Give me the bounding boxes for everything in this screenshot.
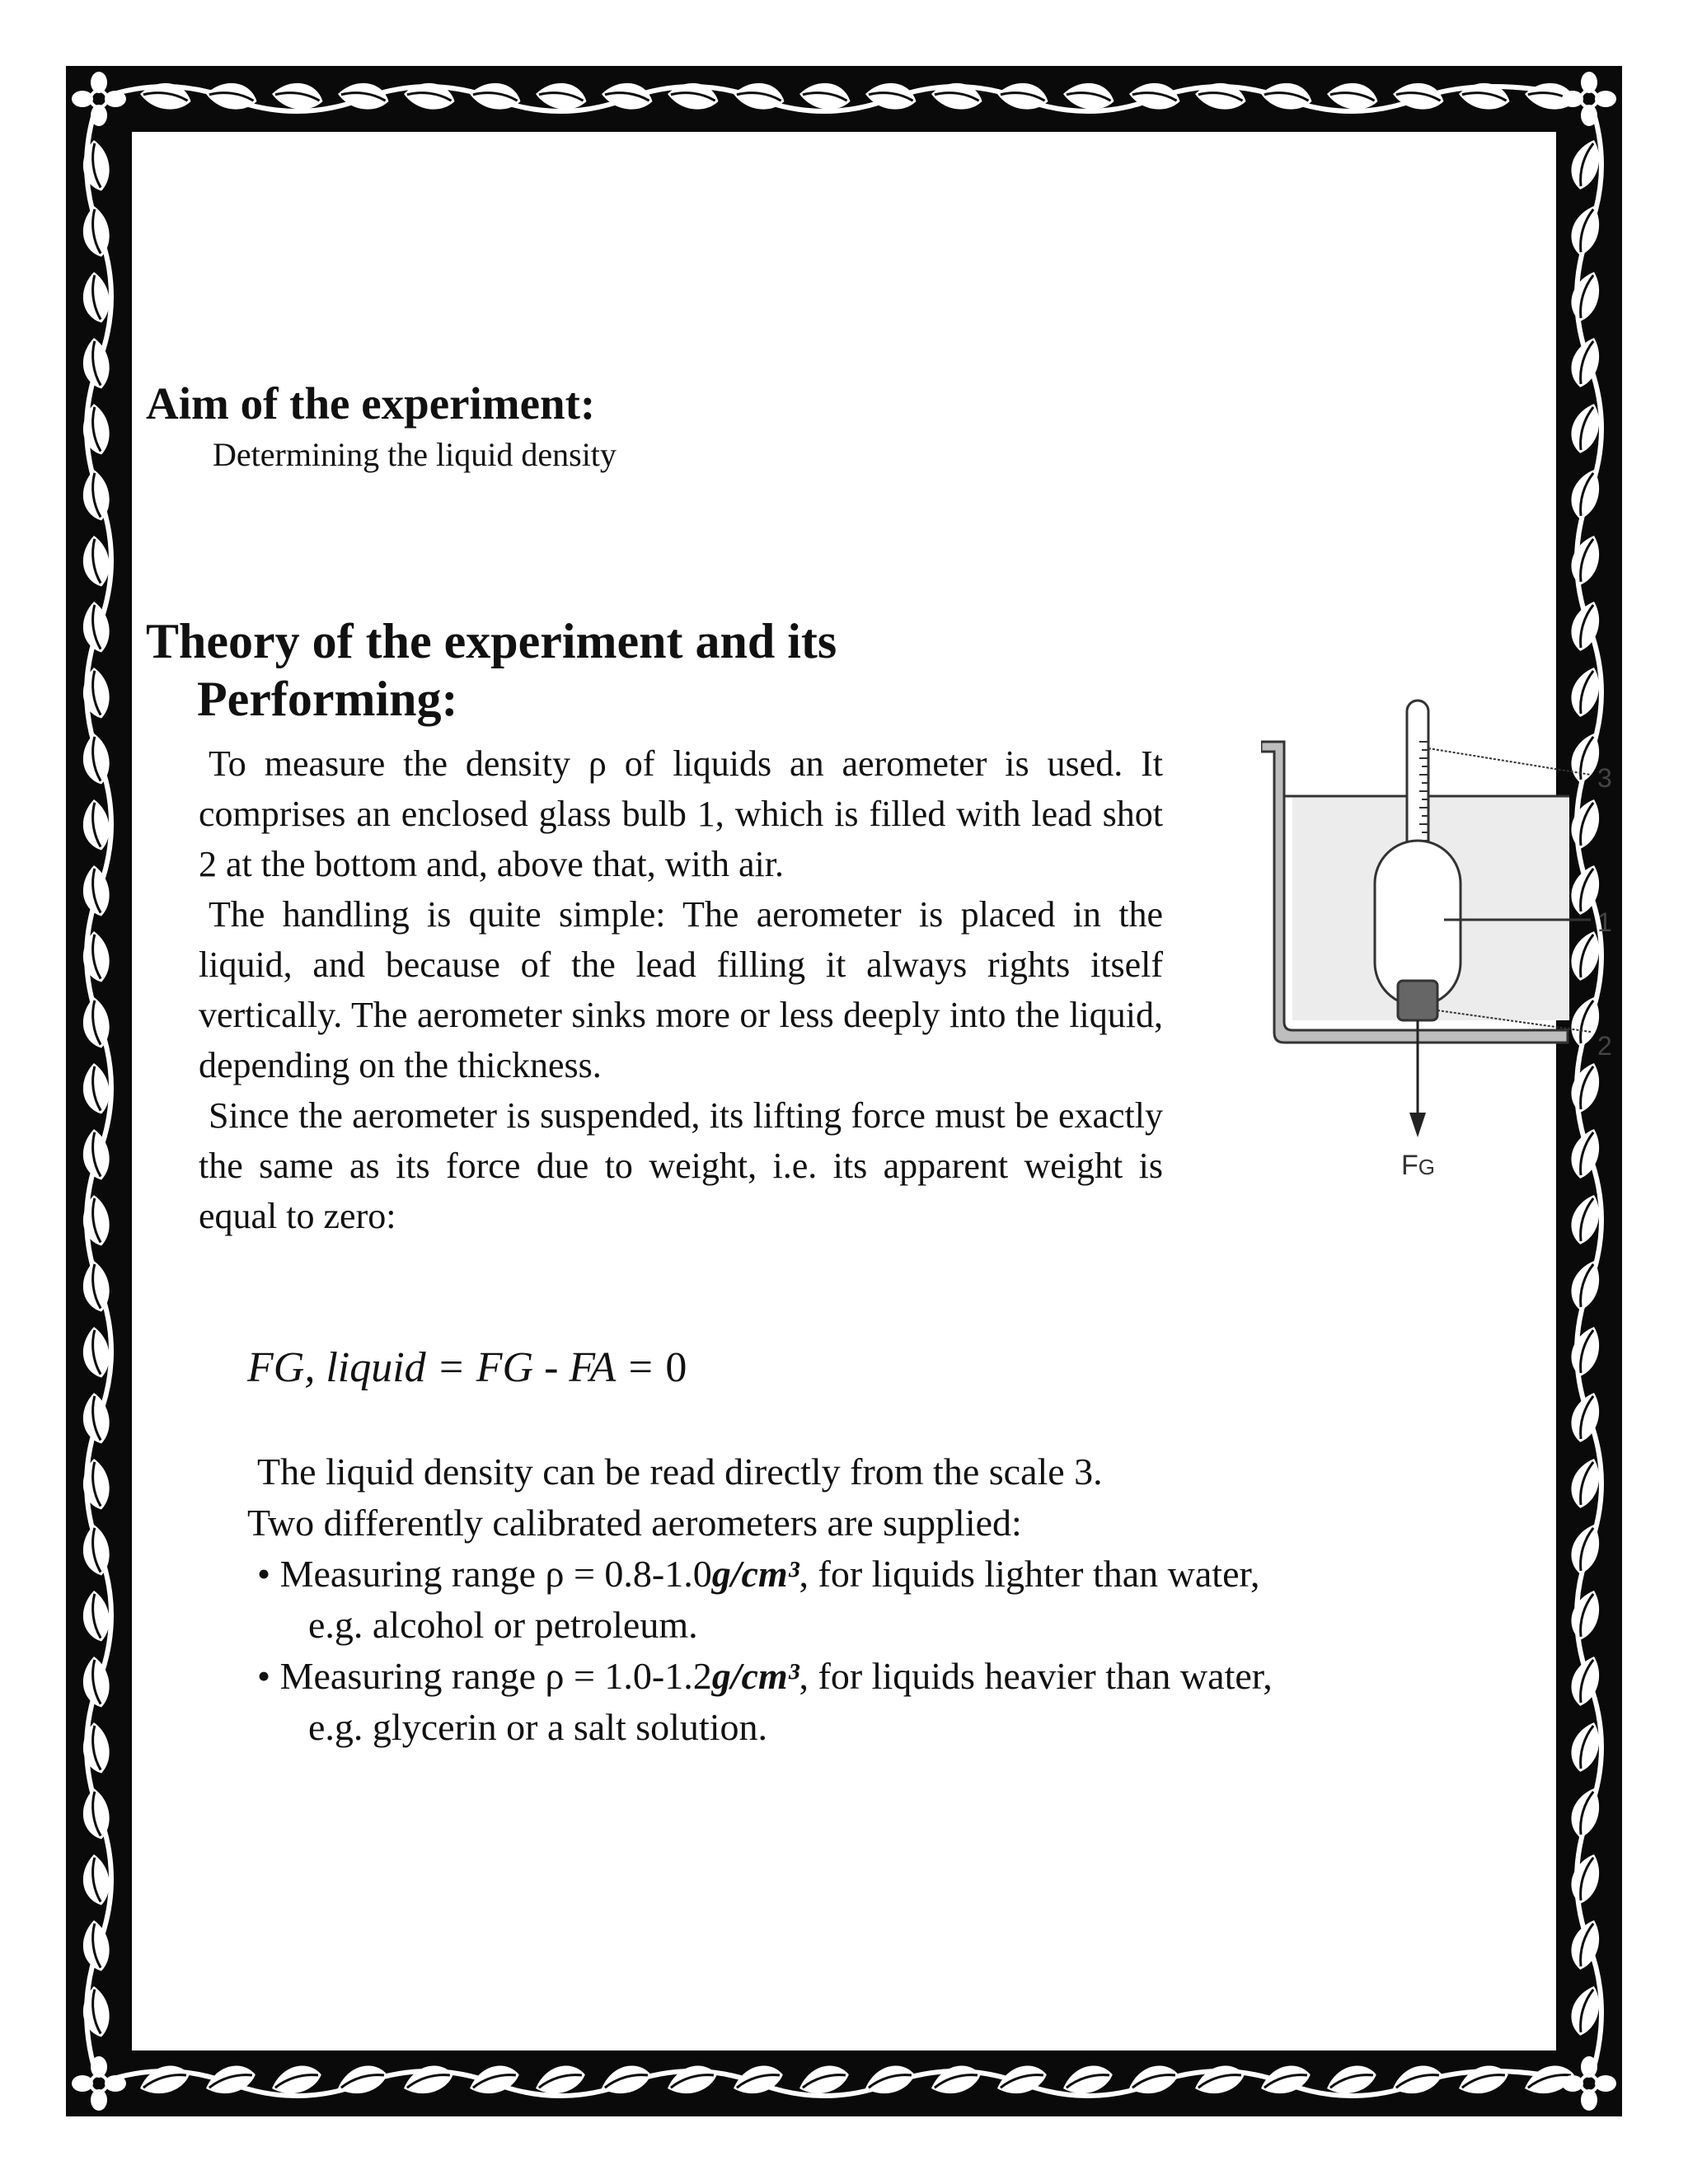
vine-leaf [77,1655,114,1710]
vine-leaf [1391,77,1447,114]
vine-leaf [1126,2062,1181,2098]
scale-reading-line: The liquid density can be read directly from the scale 3. [257,1451,1103,1493]
vine-leaf [77,138,114,194]
vine-leaf [77,468,114,523]
vine-leaf [930,77,985,114]
label-scale: 3 [1597,763,1612,793]
vine-leaf [1192,2062,1247,2098]
vine-leaf [77,930,114,985]
bullet-prefix: • Measuring range ρ = 1.0-1.2 [257,1655,712,1697]
bullet-suffix: , for liquids lighter than water, [799,1553,1260,1595]
aim-heading: Aim of the experiment: [146,378,596,429]
vine-leaf [1568,1390,1604,1445]
vine-leaf [1259,77,1315,114]
vine-leaf [1456,2062,1511,2098]
bullet-example: e.g. glycerin or a salt solution. [308,1706,767,1748]
vine-leaf [994,2062,1049,2098]
vine-leaf [77,1457,114,1512]
vine-leaf [77,666,114,721]
equation-lhs: FG, liquid = FG - FA = [247,1344,666,1391]
vine-leaf [1568,598,1604,654]
bullet-suffix: , for liquids heavier than water, [799,1655,1273,1697]
vine-leaf [1457,77,1512,114]
vine-leaf [1568,532,1604,588]
vine-leaf [1568,1851,1604,1906]
vine-leaf [862,2062,917,2098]
vine-leaf [467,2062,522,2098]
vine-leaf [598,2062,654,2098]
vine-leaf [203,2062,258,2098]
vine-leaf [77,1523,114,1578]
vine-leaf [1568,1587,1604,1643]
vine-leaf [1568,1785,1604,1840]
label-bulb: 1 [1597,907,1612,937]
vine-leaf [1568,203,1604,258]
force-equation [247,1343,687,1392]
theory-paragraph: Since the aerometer is suspended, its lifting force must be exactly the same as its force due to weight, i.e. its apparent weight is equal to zero: [199,1095,1163,1236]
force-label-main: F [1401,1150,1418,1181]
lead-shot [1398,981,1437,1020]
vine-leaf [77,1721,114,1776]
label-lead: 2 [1597,1031,1612,1061]
bullet-unit: g/cm³ [711,1655,799,1697]
force-label [1401,1150,1435,1181]
vine-leaf [77,336,114,391]
vine-leaf [204,77,260,114]
vine-leaf [1193,77,1249,114]
vine-leaf [77,1985,114,2040]
vine-leaf [137,2062,192,2098]
theory-body [199,738,1163,1241]
theory-paragraph: The handling is quite simple: The aerometer is placed in the liquid, and because of the lead filling it always rights itself vertically. The aerometer sinks more or less deeply into the liquid, depending on the thickness. [199,894,1163,1085]
theory-heading-line2: Performing: [197,672,458,726]
theory-heading [146,612,837,728]
vine-leaf [664,2062,720,2098]
vine-leaf [1568,1324,1604,1379]
theory-heading-line1: Theory of the experiment and its [146,614,837,668]
vine-leaf [1568,1653,1604,1708]
equation-rhs: 0 [665,1344,687,1391]
vine-leaf [77,1127,114,1183]
vine-leaf [928,2062,983,2098]
vine-leaf [77,1259,114,1315]
aerometer-stem [1407,701,1428,857]
vine-leaf [77,864,114,919]
vine-leaf [77,1919,114,1974]
vine-leaf [1390,2062,1445,2098]
bullet-prefix: • Measuring range ρ = 0.8-1.0 [257,1553,712,1595]
vine-leaf [996,77,1051,114]
vine-leaf [335,2062,390,2098]
vine-leaf [77,204,114,260]
vine-leaf [77,1391,114,1446]
vine-leaf [77,732,114,787]
vine-leaf [1568,335,1604,390]
vine-leaf [1568,269,1604,324]
vine-leaf [77,996,114,1051]
vine-leaf [1568,1917,1604,1972]
vine-leaf [402,77,457,114]
vine-leaf [1128,77,1183,114]
vine-leaf [1568,466,1604,522]
aerometers-supplied-line: Two differently calibrated aerometers are supplied: [247,1502,1022,1544]
vine-leaf [77,402,114,457]
force-arrowhead [1409,1113,1426,1137]
vine-leaf [732,77,787,114]
vine-leaf [401,2062,456,2098]
aerometer-diagram [1261,692,1615,1203]
leader-line-scale [1428,748,1591,775]
vine-leaf [1568,1521,1604,1577]
vine-leaf [600,77,655,114]
bullet-example: e.g. alcohol or petroleum. [308,1604,698,1646]
vine-leaf [138,77,194,114]
vine-leaf [77,600,114,655]
vine-leaf [864,77,919,114]
vine-leaf [77,1193,114,1249]
vine-leaf [77,1787,114,1842]
theory-paragraph: To measure the density ρ of liquids an aerometer is used. It comprises an enclosed glass bulb 1, which is filled with lead shot 2 at the bottom and, above that, with air. [199,743,1163,884]
bullet-unit: g/cm³ [711,1553,799,1595]
vine-leaf [336,77,392,114]
vine-leaf [666,77,721,114]
aim-text: Determining the liquid density [213,436,617,473]
force-label-sub: G [1418,1155,1436,1179]
range-bullet-light [247,1549,1484,1651]
vine-leaf [1258,2062,1313,2098]
vine-leaf [1568,1258,1604,1313]
measurement-section [247,1446,1484,1753]
vine-leaf [730,2062,785,2098]
range-bullet-heavy [247,1651,1484,1753]
vine-leaf [468,77,523,114]
